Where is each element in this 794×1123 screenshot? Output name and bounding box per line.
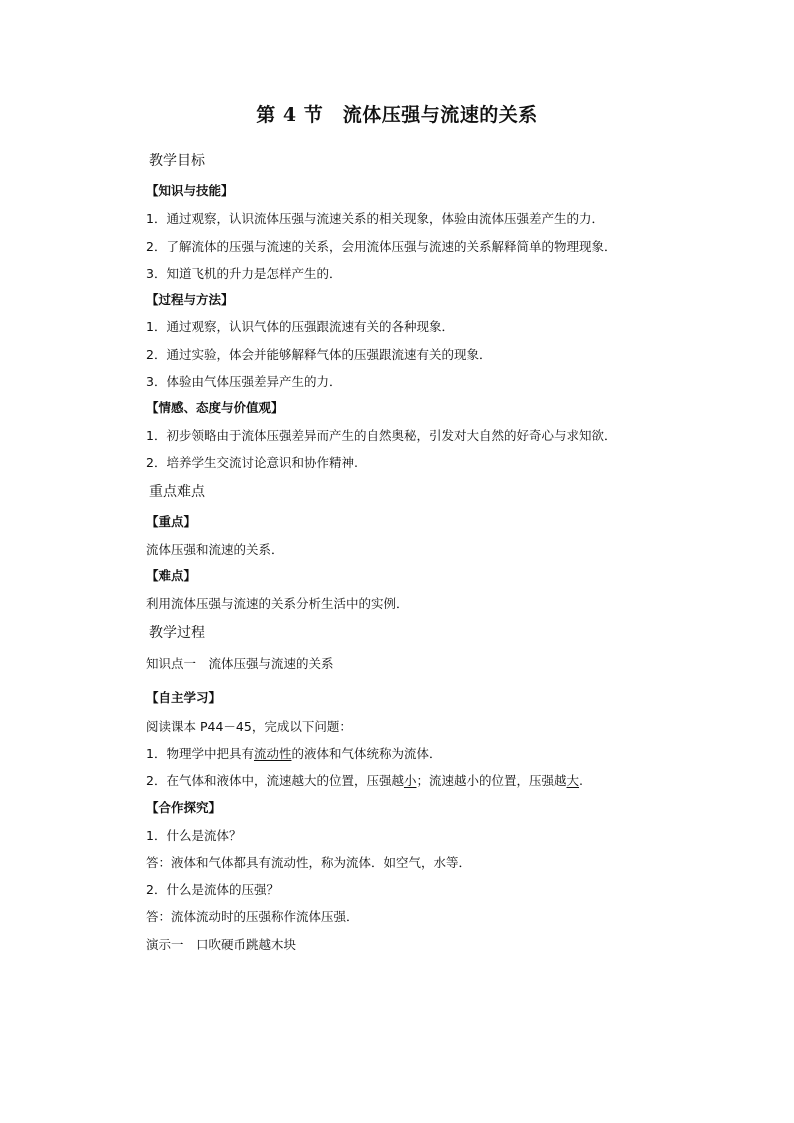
question-1 <box>146 746 442 762</box>
question-2-part2: ；流速越小的位置，压强越 <box>416 773 567 788</box>
question-2-part1: 2．在气体和液体中，流速越大的位置，压强越 <box>146 773 404 788</box>
knowledge-item: 3．知道飞机的升力是怎样产生的． <box>146 266 342 281</box>
answer-blank: 流动性 <box>253 746 292 761</box>
process-item: 1．通过观察，认识气体的压强跟流速有关的各种现象． <box>146 319 454 334</box>
coop-question: 1．什么是流体？ <box>146 828 242 843</box>
question-2 <box>146 773 583 789</box>
emotion-item: 2．培养学生交流讨论意识和协作精神. <box>146 455 358 470</box>
key-text: 流体压强和流速的关系． <box>146 542 284 557</box>
emotion-heading: 【情感、态度与价值观】 <box>146 400 284 415</box>
reading-text: 阅读课本 P44－45，完成以下问题： <box>146 719 352 734</box>
knowledge-item: 2．了解流体的压强与流速的关系，会用流体压强与流速的关系解释简单的物理现象． <box>146 239 617 254</box>
question-2-part3: . <box>579 773 583 788</box>
coop-question: 2．什么是流体的压强？ <box>146 882 279 897</box>
knowledge-heading: 【知识与技能】 <box>146 183 234 198</box>
key-heading: 【重点】 <box>146 514 197 529</box>
coop-answer: 答：流体流动时的压强称作流体压强． <box>146 909 359 924</box>
process-item: 3．体验由气体压强差异产生的力． <box>146 374 342 389</box>
key-difficult-heading: 重点难点 <box>149 484 205 500</box>
objectives-heading: 教学目标 <box>149 153 205 169</box>
process-teaching-heading: 教学过程 <box>149 625 205 641</box>
self-study-heading: 【自主学习】 <box>146 690 222 705</box>
knowledge-item: 1．通过观察，认识流体压强与流速关系的相关现象，体验由流体压强差产生的力． <box>146 211 604 226</box>
question-1-after: 的液体和气体统称为流体． <box>291 746 442 761</box>
answer-blank: 小 <box>403 773 417 788</box>
difficult-text: 利用流体压强与流速的关系分析生活中的实例． <box>146 596 409 611</box>
answer-blank: 大 <box>566 773 580 788</box>
difficult-heading: 【难点】 <box>146 568 197 583</box>
emotion-item: 1．初步领略由于流体压强差异而产生的自然奥秘，引发对大自然的好奇心与求知欲． <box>146 428 617 443</box>
coop-answer: 答：液体和气体都具有流动性，称为流体．如空气，水等． <box>146 855 472 870</box>
process-item: 2．通过实验，体会并能够解释气体的压强跟流速有关的现象． <box>146 347 492 362</box>
process-heading: 【过程与方法】 <box>146 292 234 307</box>
knowledge-point-title: 知识点一 流体压强与流速的关系 <box>146 656 334 671</box>
demo-text: 演示一 口吹硬币跳越木块 <box>146 937 297 952</box>
question-1-before: 1．物理学中把具有 <box>146 746 254 761</box>
coop-heading: 【合作探究】 <box>146 800 222 815</box>
page-title: 第 4 节 流体压强与流速的关系 <box>256 104 538 126</box>
